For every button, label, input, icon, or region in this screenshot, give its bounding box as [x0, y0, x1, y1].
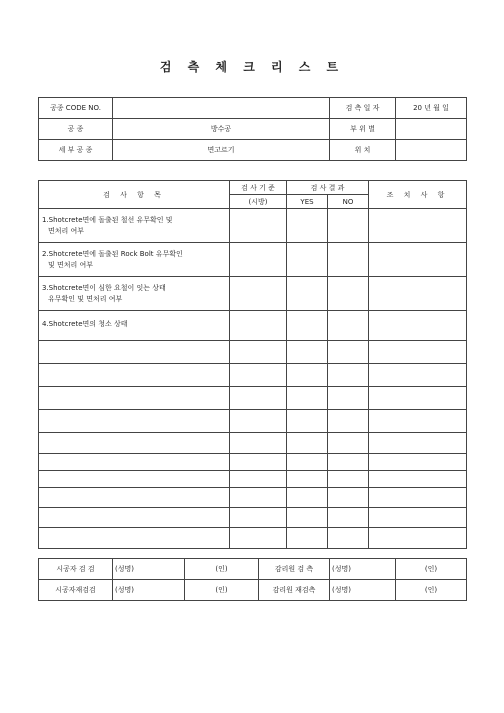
col-action: 조 치 사 항: [369, 181, 467, 209]
table-row: [39, 410, 467, 433]
table-row: [39, 364, 467, 387]
col-no: NO: [328, 195, 369, 209]
table-row: [39, 454, 467, 471]
code-value[interactable]: [113, 98, 330, 119]
table-row: [39, 277, 467, 311]
contractor-recheck-seal[interactable]: (인): [185, 580, 259, 601]
table-row: [39, 341, 467, 364]
col-standard-sub: (시방): [230, 195, 287, 209]
table-row: [39, 528, 467, 549]
contractor-recheck-label: 시공자재검검: [39, 580, 113, 601]
subwork-label: 세 부 공 종: [39, 140, 113, 161]
check-item: 4.Shotcrete면의 청소 상태: [39, 311, 230, 341]
location-value[interactable]: [396, 140, 467, 161]
supervisor-seal[interactable]: (인): [396, 559, 467, 580]
work-value[interactable]: 방수공: [113, 119, 330, 140]
check-item: 2.Shotcrete면에 돌출된 Rock Bolt 유무확인 및 면처리 여부: [39, 243, 230, 277]
table-row: [39, 508, 467, 528]
supervisor-check-label: 감리원 검 측: [259, 559, 330, 580]
contractor-name-field[interactable]: (성명): [113, 559, 185, 580]
supervisor-recheck-name-field[interactable]: (성명): [330, 580, 396, 601]
date-value[interactable]: 20 년 월 일: [396, 98, 467, 119]
part-value[interactable]: [396, 119, 467, 140]
col-standard: 검 사 기 준: [230, 181, 287, 195]
check-item: 1.Shotcrete면에 돌출된 철선 유무확인 및 면처리 여부: [39, 209, 230, 243]
table-row: [39, 433, 467, 454]
table-row: [39, 488, 467, 508]
table-row: [39, 311, 467, 341]
supervisor-recheck-label: 감리원 재검측: [259, 580, 330, 601]
table-row: [39, 471, 467, 488]
page-title: 검 측 체 크 리 스 트: [159, 60, 345, 74]
location-label: 위 치: [330, 140, 396, 161]
table-row: [39, 243, 467, 277]
col-yes: YES: [287, 195, 328, 209]
col-item: 검 사 항 목: [39, 181, 230, 209]
checklist-table: [38, 180, 467, 549]
table-row: [39, 209, 467, 243]
col-result: 검 사 결 과: [287, 181, 369, 195]
contractor-seal[interactable]: (인): [185, 559, 259, 580]
header-table: [38, 97, 467, 161]
signature-table: [38, 558, 467, 601]
supervisor-name-field[interactable]: (성명): [330, 559, 396, 580]
contractor-recheck-name-field[interactable]: (성명): [113, 580, 185, 601]
part-label: 부 위 별: [330, 119, 396, 140]
check-item: 3.Shotcrete면이 심한 요철이 잇는 상태 유무확인 및 면처리 여부: [39, 277, 230, 311]
table-row: [39, 387, 467, 410]
date-label: 검 측 일 자: [330, 98, 396, 119]
supervisor-recheck-seal[interactable]: (인): [396, 580, 467, 601]
work-label: 공 종: [39, 119, 113, 140]
code-label: 공종 CODE NO.: [39, 98, 113, 119]
subwork-value[interactable]: 면고르기: [113, 140, 330, 161]
contractor-check-label: 시공자 검 검: [39, 559, 113, 580]
